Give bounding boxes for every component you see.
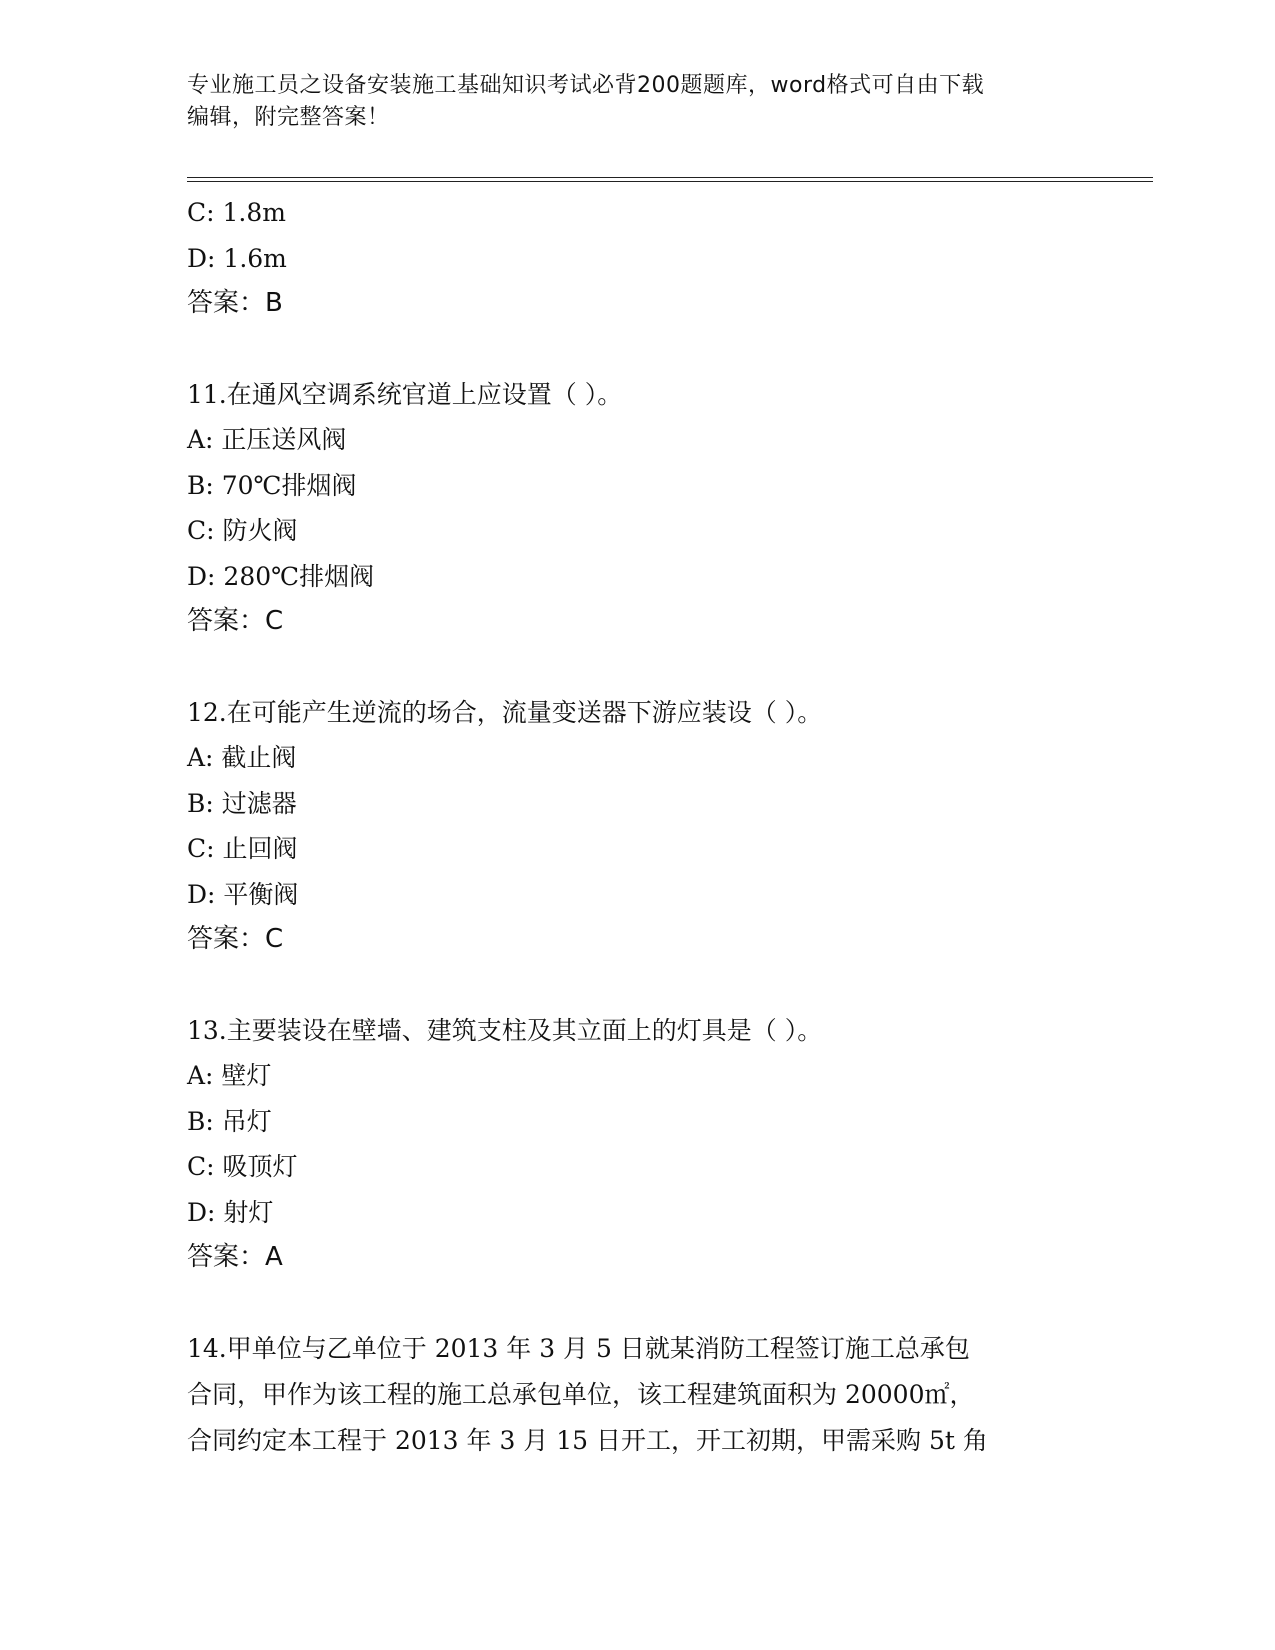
question-text-line-2: 合同，甲作为该工程的施工总承包单位，该工程建筑面积为 20000㎡， bbox=[187, 1379, 975, 1409]
answer-label: 答案：C bbox=[187, 924, 284, 954]
question-list bbox=[187, 190, 1107, 1464]
answer-label: 答案：A bbox=[187, 1242, 283, 1272]
spacer bbox=[187, 1281, 1107, 1326]
spacer bbox=[187, 645, 1107, 690]
option-c: C: 1.8m bbox=[187, 198, 286, 227]
question-text-line-3: 合同约定本工程于 2013 年 3 月 15 日开工，开工初期，甲需采购 5t 角 bbox=[187, 1425, 988, 1455]
option-a: A: 壁灯 bbox=[187, 1061, 272, 1090]
spacer bbox=[187, 963, 1107, 1008]
spacer bbox=[187, 327, 1107, 372]
question-text: 12.在可能产生逆流的场合，流量变送器下游应装设（ ）。 bbox=[187, 697, 823, 727]
option-c: C: 吸顶灯 bbox=[187, 1152, 298, 1181]
option-d: D: 1.6m bbox=[187, 243, 287, 273]
answer-label: 答案：B bbox=[187, 288, 283, 318]
option-a: A: 截止阀 bbox=[187, 743, 297, 772]
option-b: B: 吊灯 bbox=[187, 1106, 272, 1136]
answer-label: 答案：C bbox=[187, 606, 284, 636]
question-14 bbox=[187, 1326, 1107, 1464]
question-13 bbox=[187, 1008, 1107, 1281]
option-d: D: 射灯 bbox=[187, 1197, 274, 1227]
option-d: D: 平衡阀 bbox=[187, 879, 299, 909]
option-b: B: 70℃排烟阀 bbox=[187, 470, 357, 500]
header-divider-top bbox=[187, 177, 1153, 178]
option-c: C: 止回阀 bbox=[187, 834, 298, 863]
option-d: D: 280℃排烟阀 bbox=[187, 561, 375, 591]
option-b: B: 过滤器 bbox=[187, 788, 297, 818]
question-10-tail bbox=[187, 190, 1107, 327]
question-11 bbox=[187, 372, 1107, 645]
header-title-line-1: 专业施工员之设备安装施工基础知识考试必背200题题库，word格式可自由下载 bbox=[187, 73, 985, 98]
header-divider-bottom bbox=[187, 181, 1153, 182]
option-a: A: 正压送风阀 bbox=[187, 425, 347, 454]
question-12 bbox=[187, 690, 1107, 963]
question-text: 13.主要装设在壁墙、建筑支柱及其立面上的灯具是（ ）。 bbox=[187, 1015, 823, 1045]
document-header bbox=[187, 70, 1087, 134]
option-c: C: 防火阀 bbox=[187, 516, 298, 545]
question-text-line-1: 14.甲单位与乙单位于 2013 年 3 月 5 日就某消防工程签订施工总承包 bbox=[187, 1333, 970, 1363]
question-text: 11.在通风空调系统官道上应设置（ ）。 bbox=[187, 379, 623, 409]
header-title-line-2: 编辑，附完整答案！ bbox=[187, 105, 390, 130]
